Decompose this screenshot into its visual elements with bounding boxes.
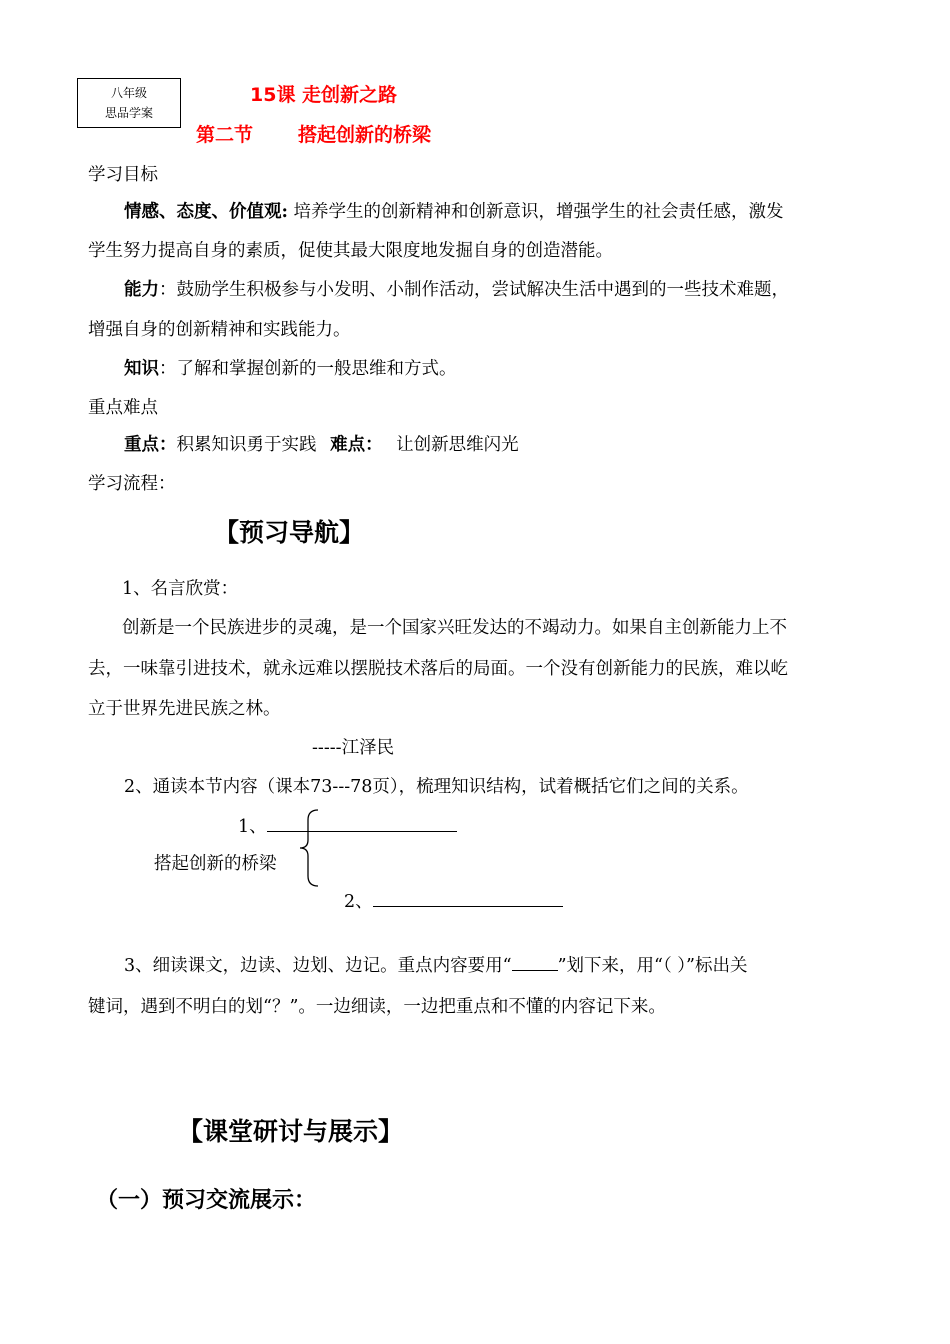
section-number: 第二节 [196,124,254,146]
quote-line-3: 立于世界先进民族之林。 [88,699,281,719]
emotion-text-1: 培养学生的创新精神和创新意识，增强学生的社会责任感，激发 [293,202,784,222]
emotion-text-2: 学生努力提高自身的素质，促使其最大限度地发掘自身的创造潜能。 [88,241,613,261]
subject-label: 思品学案 [104,106,153,120]
quote-line-1: 创新是一个民族进步的灵魂，是一个国家兴旺发达的不竭动力。如果自主创新能力上不 [122,618,787,638]
knowledge-label: 知识 [124,359,159,379]
item3-text-b: ”划下来，用“（ ）”标出关 [557,956,748,976]
preview-item-2: 2、通读本节内容（课本73---78页），梳理知识结构，试着概括它们之间的关系。 [124,777,749,797]
quote-line-2: 去，一味靠引进技术，就永远难以摆脱技术落后的局面。一个没有创新能力的民族，难以屹 [88,659,788,679]
key-points-heading: 重点难点 [88,398,158,418]
preview-item-3-line-1 [124,952,748,977]
ability-label: 能力 [124,280,159,300]
process-heading: 学习流程： [88,474,176,494]
section-title: 搭起创新的桥梁 [298,124,432,146]
grade-label: 八年级 [110,86,147,100]
knowledge-objective [124,355,457,380]
ability-text-2: 增强自身的创新精神和实践能力。 [88,320,351,340]
difficult-text: 让创新思维闪光 [396,435,519,455]
ability-objective-line-1 [124,276,789,301]
classroom-heading: 【课堂研讨与展示】 [178,1117,404,1146]
preview-heading: 【预习导航】 [214,518,365,547]
emotion-label: 情感、态度、价值观: [124,202,288,222]
curly-brace-icon [296,808,322,888]
item3-text-a: 3、细读课文，边读、边划、边记。重点内容要用“ [124,956,512,976]
tree-branch-1-label: 1、 [238,817,267,837]
tree-root: 搭起创新的桥梁 [154,854,277,874]
lesson-title: 15课 走创新之路 [250,84,398,106]
grade-subject-box [77,78,181,128]
ability-text-1: ：鼓励学生积极参与小发明、小制作活动，尝试解决生活中遇到的一些技术难题， [159,280,789,300]
key-text: 积累知识勇于实践 [176,435,317,455]
quote-author: -----江泽民 [312,738,395,758]
emotion-objective-line-1 [124,198,784,223]
tree-branch-2 [344,888,563,913]
tree-branch-2-blank[interactable] [373,888,563,907]
tree-branch-1 [238,813,457,838]
underline-sample [512,952,558,971]
key-label: 重点： [124,435,177,455]
objectives-heading: 学习目标 [88,165,158,185]
tree-branch-2-label: 2、 [344,892,373,912]
difficult-label: 难点： [330,435,383,455]
preview-item-1: 1、名言欣赏： [122,579,239,599]
knowledge-text: ：了解和掌握创新的一般思维和方式。 [159,359,457,379]
preview-item-3-line-2: 键词，遇到不明白的划“？”。一边细读，一边把重点和不懂的内容记下来。 [88,997,666,1017]
classroom-subheading-1: （一）预习交流展示： [96,1188,317,1213]
key-points-line [124,431,519,456]
